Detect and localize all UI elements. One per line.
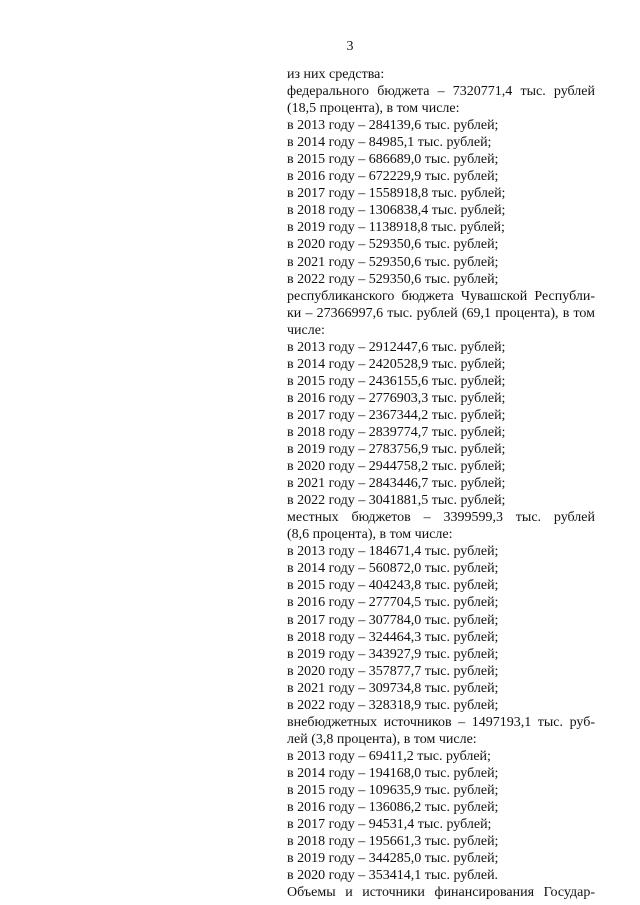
text-line: в 2016 году – 136086,2 тыс. рублей; (287, 800, 499, 816)
text-line: в 2018 году – 324464,3 тыс. рублей; (287, 629, 499, 645)
text-line: в 2017 году – 1558918,8 тыс. рублей; (287, 186, 506, 202)
text-line: в 2013 году – 69411,2 тыс. рублей; (287, 748, 491, 764)
text-line: Объемы и источники финансирования Государ- (287, 885, 595, 901)
text-line: в 2018 году – 195661,3 тыс. рублей; (287, 834, 499, 850)
text-line: в 2018 году – 2839774,7 тыс. рублей; (287, 424, 506, 440)
page-number: 3 (346, 39, 354, 54)
text-line: в 2022 году – 529350,6 тыс. рублей; (287, 271, 499, 287)
text-line: в 2017 году – 94531,4 тыс. рублей; (287, 817, 492, 833)
text-line: в 2021 году – 309734,8 тыс. рублей; (287, 680, 499, 696)
text-line: в 2015 году – 109635,9 тыс. рублей; (287, 782, 499, 798)
text-line: в 2019 году – 1138918,8 тыс. рублей; (287, 220, 505, 236)
text-line: в 2014 году – 84985,1 тыс. рублей; (287, 135, 492, 151)
text-line: в 2020 году – 2944758,2 тыс. рублей; (287, 459, 506, 475)
text-line: в 2022 году – 328318,9 тыс. рублей; (287, 697, 499, 713)
text-line: лей (3,8 процента), в том числе: (287, 731, 477, 747)
text-line: в 2014 году – 560872,0 тыс. рублей; (287, 561, 499, 577)
text-line: в 2014 году – 2420528,9 тыс. рублей; (287, 356, 506, 372)
text-line: в 2019 году – 344285,0 тыс. рублей; (287, 851, 499, 867)
text-line: в 2017 году – 307784,0 тыс. рублей; (287, 612, 499, 628)
text-line: в 2015 году – 2436155,6 тыс. рублей; (287, 373, 506, 389)
text-line: в 2015 году – 404243,8 тыс. рублей; (287, 578, 499, 594)
text-line: в 2019 году – 2783756,9 тыс. рублей; (287, 442, 506, 458)
text-line: в 2017 году – 2367344,2 тыс. рублей; (287, 407, 506, 423)
text-line: в 2016 году – 2776903,3 тыс. рублей; (287, 390, 506, 406)
text-line: в 2016 году – 672229,9 тыс. рублей; (287, 169, 499, 185)
text-line: в 2015 году – 686689,0 тыс. рублей; (287, 152, 499, 168)
text-line: в 2020 году – 357877,7 тыс. рублей; (287, 663, 499, 679)
text-line: (8,6 процента), в том числе: (287, 527, 453, 543)
text-line: в 2013 году – 184671,4 тыс. рублей; (287, 544, 499, 560)
text-line: в 2020 году – 529350,6 тыс. рублей; (287, 237, 499, 253)
text-line: ки – 27366997,6 тыс. рублей (69,1 процента), в том (287, 305, 595, 321)
text-line: в 2016 году – 277704,5 тыс. рублей; (287, 595, 499, 611)
text-line: (18,5 процента), в том числе: (287, 101, 460, 117)
text-line: внебюджетных источников – 1497193,1 тыс. руб- (287, 714, 595, 730)
document-text-column (287, 66, 595, 901)
text-line: в 2019 году – 343927,9 тыс. рублей; (287, 646, 499, 662)
text-line: в 2020 году – 353414,1 тыс. рублей. (287, 868, 499, 884)
text-line: в 2022 году – 3041881,5 тыс. рублей; (287, 493, 506, 509)
text-line: в 2021 году – 2843446,7 тыс. рублей; (287, 476, 506, 492)
text-line: в 2021 году – 529350,6 тыс. рублей; (287, 254, 499, 270)
text-line: местных бюджетов – 3399599,3 тыс. рублей (287, 510, 595, 526)
text-line: в 2013 году – 284139,6 тыс. рублей; (287, 118, 499, 134)
text-line: в 2013 году – 2912447,6 тыс. рублей; (287, 339, 506, 355)
text-line: числе: (287, 322, 325, 338)
text-line: республиканского бюджета Чувашской Республи- (287, 288, 595, 304)
text-line: федерального бюджета – 7320771,4 тыс. рублей (287, 84, 595, 100)
text-line: в 2014 году – 194168,0 тыс. рублей; (287, 765, 499, 781)
text-line: из них средства: (287, 67, 385, 82)
text-line: в 2018 году – 1306838,4 тыс. рублей; (287, 203, 506, 219)
